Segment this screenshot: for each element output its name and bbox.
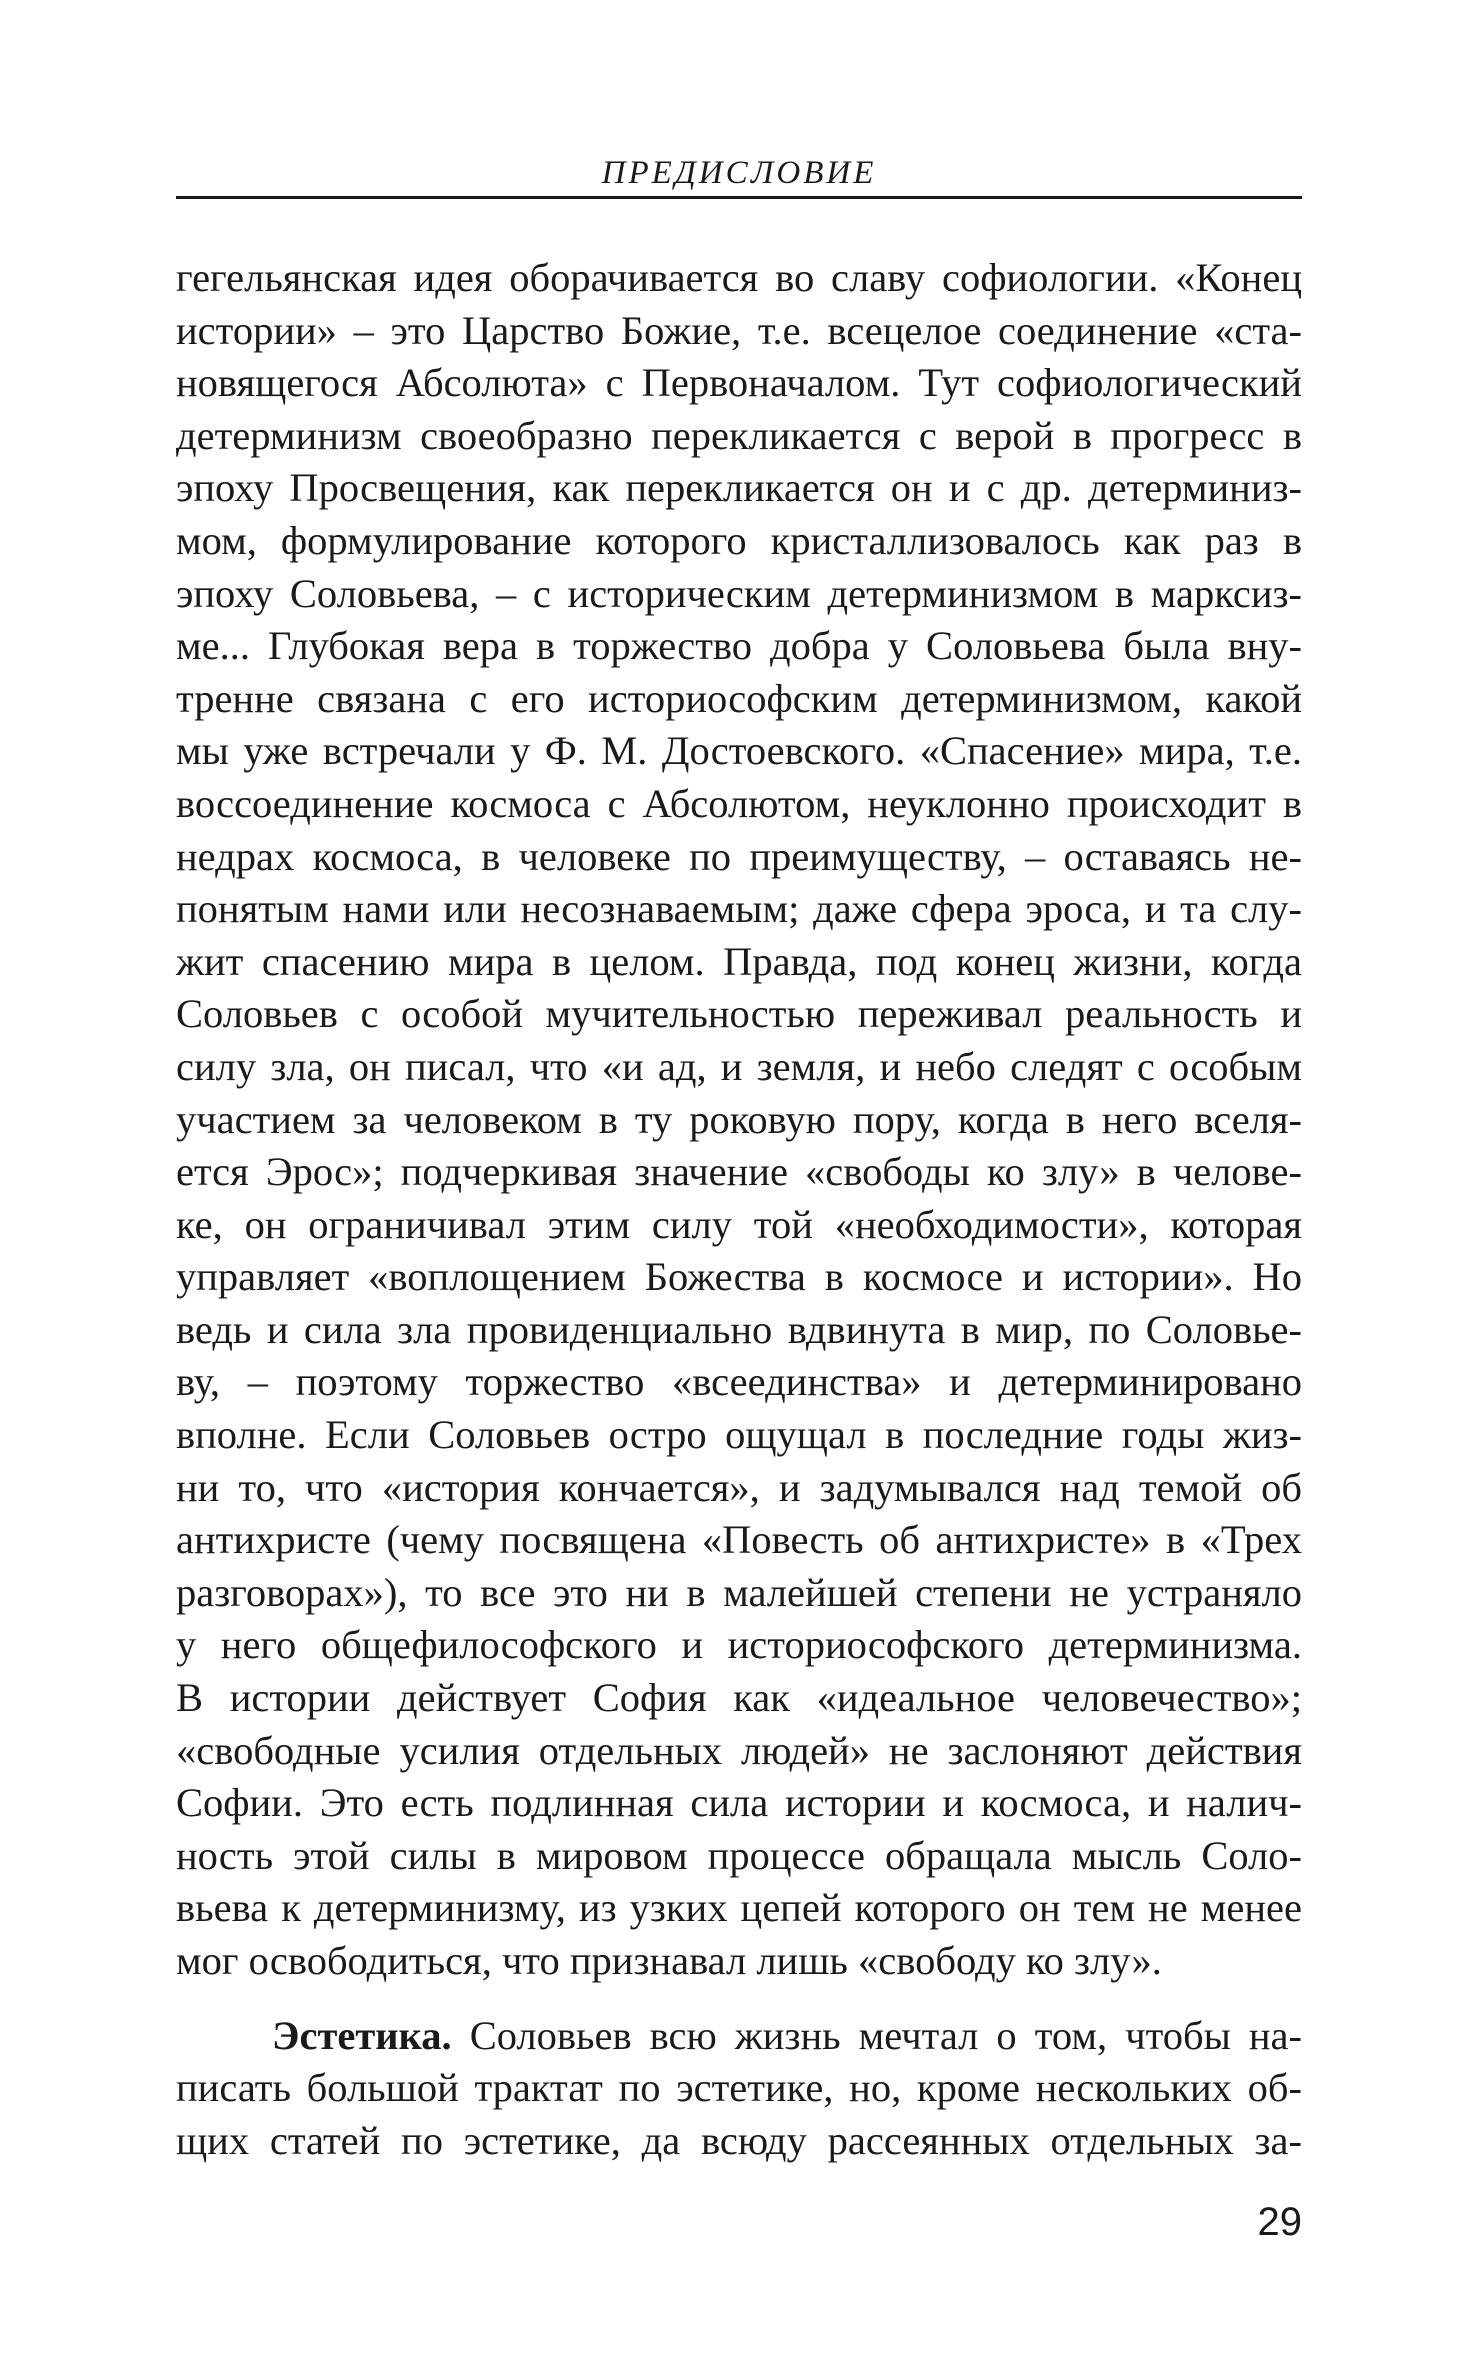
body-text: [176, 252, 1302, 2167]
text-line: вполне. Если Соловьев остро ощущал в последние годы жиз-: [176, 1412, 1302, 1458]
text-line: писать большой трактат по эстетике, но, кроме нескольких об-: [176, 2065, 1302, 2111]
page-number: 29: [1257, 2200, 1302, 2244]
text-line: антихристе (чему посвящена «Повесть об антихристе» в «Трех: [176, 1517, 1302, 1563]
text-line: недрах космоса, в человеке по преимуществу, – оставаясь не-: [176, 833, 1302, 879]
text-line: мы уже встречали у Ф. М. Достоевского. «Спасение» мира, т.е.: [176, 728, 1302, 774]
text-line: «свободные усилия отдельных людей» не заслоняют действия: [176, 1727, 1302, 1773]
text-line: Соловьев с особой мучительностью переживал реальность и: [176, 991, 1302, 1037]
running-header: [176, 150, 1302, 199]
text-line: В истории действует София как «идеальное человечество»;: [176, 1675, 1302, 1721]
text-line: гегельянская идея оборачивается во славу софиологии. «Конец: [176, 255, 1302, 300]
text-line: участием за человеком в ту роковую пору, когда в него вселя-: [176, 1096, 1302, 1142]
text-line: эпоху Просвещения, как перекликается он и с др. детерминиз-: [176, 465, 1302, 511]
text-line: детерминизм своеобразно перекликается с верой в прогресс в: [176, 412, 1302, 458]
text-line: ме... Глубокая вера в торжество добра у Соловьева была вну-: [176, 623, 1302, 669]
section-heading-aesthetics: Эстетика.: [272, 2012, 452, 2058]
text-line: Софии. Это есть подлинная сила истории и космоса, и налич-: [176, 1780, 1302, 1826]
text-line: силу зла, он писал, что «и ад, и земля, и небо следят с особым: [176, 1043, 1302, 1089]
text-line: истории» – это Царство Божие, т.е. всецелое соединение «ста-: [176, 307, 1302, 353]
text-line: ке, он ограничивал этим силу той «необходимости», которая: [176, 1201, 1302, 1247]
text-line: мом, формулирование которого кристаллизовалось как раз в: [176, 517, 1302, 563]
text-line: ву, – поэтому торжество «всеединства» и детерминировано: [176, 1359, 1302, 1405]
text-line: разговорах»), то все это ни в малейшей степени не устраняло: [176, 1569, 1302, 1615]
text-line: управляет «воплощением Божества в космосе и истории». Но: [176, 1254, 1302, 1300]
text-line: [176, 2010, 1302, 2063]
text-line: жит спасению мира в целом. Правда, под конец жизни, когда: [176, 938, 1302, 984]
text-line: ность этой силы в мировом процессе обращала мысль Соло-: [176, 1832, 1302, 1878]
text-line: мог освободиться, что признавал лишь «свободу ко злу».: [176, 1938, 1162, 1983]
running-header-title: ПРЕДИСЛОВИЕ: [601, 155, 877, 191]
text-line: эпоху Соловьева, – с историческим детерминизмом в марксиз-: [176, 570, 1302, 616]
text-line: вьева к детерминизму, из узких цепей которого он тем не менее: [176, 1885, 1302, 1931]
text-line: ведь и сила зла провиденциально вдвинута в мир, по Соловье-: [176, 1306, 1302, 1352]
text-line: воссоединение космоса с Абсолютом, неуклонно происходит в: [176, 780, 1302, 826]
paragraph-aesthetics: [176, 2010, 1302, 2168]
text-line: у него общефилософского и историософского детерминизма.: [176, 1622, 1302, 1668]
text-line-rest: Соловьев всю жизнь мечтал о том, чтобы на-: [451, 2012, 1302, 2058]
paragraph-gap: [176, 1988, 1302, 2010]
text-line: ется Эрос»; подчеркивая значение «свободы ко злу» в челове-: [176, 1149, 1302, 1195]
paragraph-history: [176, 252, 1302, 1988]
text-line: тренне связана с его историософским детерминизмом, какой: [176, 675, 1302, 721]
text-line: щих статей по эстетике, да всюду рассеянных отдельных за-: [176, 2117, 1302, 2163]
text-line: понятым нами или несознаваемым; даже сфера эроса, и та слу-: [176, 886, 1302, 932]
text-line: новящегося Абсолюта» с Первоначалом. Тут софиологический: [176, 360, 1302, 406]
text-line: ни то, что «история кончается», и задумывался над темой об: [176, 1464, 1302, 1510]
